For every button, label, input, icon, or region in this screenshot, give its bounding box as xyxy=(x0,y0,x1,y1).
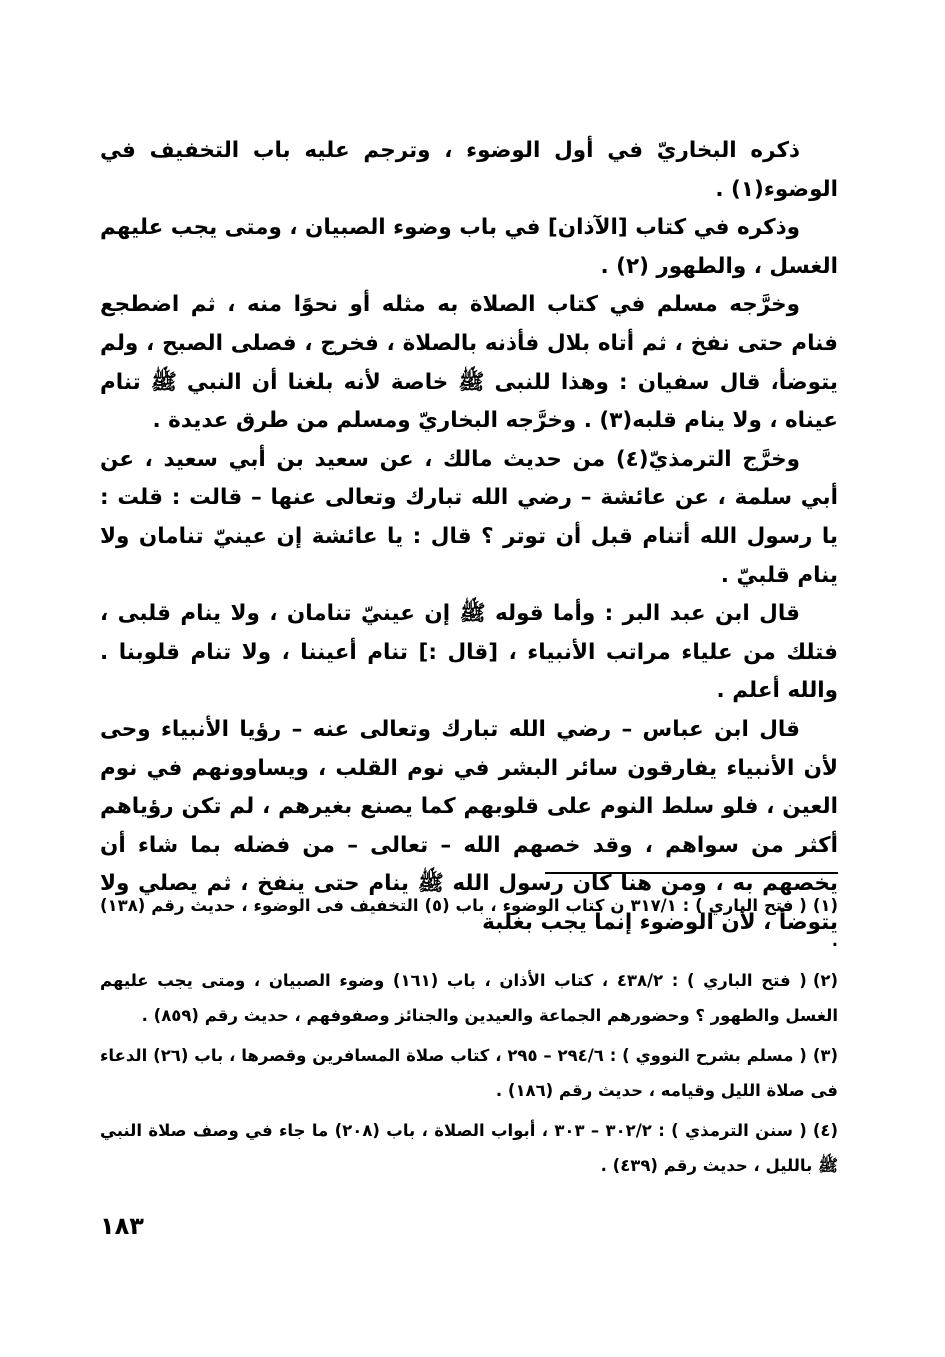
footnote-text: ( سنن الترمذي ) : ٣٠٢/٢ – ٣٠٣ ، أبواب الصلاة ، باب (٢٠٨) ما جاء في وصف صلاة النبي ﷺ بالليل ، حديث رقم (٤٣٩) . xyxy=(100,1121,838,1175)
footnote-number: (٣) xyxy=(812,1046,838,1065)
footnote-2 xyxy=(100,964,838,1033)
page-number: ١٨٣ xyxy=(100,1212,144,1240)
footnote-1 xyxy=(100,889,838,958)
main-text xyxy=(100,132,838,942)
footnote-separator xyxy=(545,872,838,874)
paragraph-1: ذكره البخاريّ في أول الوضوء ، وترجم عليه باب التخفيف في الوضوء(١) . xyxy=(100,138,838,202)
paragraph-3: وخرَّجه مسلم في كتاب الصلاة به مثله أو نحوًا منه ، ثم اضطجع فنام حتى نفخ ، ثم أتاه بلال فأذنه بالصلاة ، فخرج ، فصلى الصبح ، ولم يتوضأ، قال سفيان : وهذا للنبى ﷺ خاصة لأنه بلغنا أن النبي ﷺ تنام عيناه ، ولا ينام قلبه(٣) . وخرَّجه البخاريّ ومسلم من طرق عديدة . xyxy=(100,292,838,434)
paragraph-2: وذكره في كتاب [الآذان] في باب وضوء الصبيان ، ومتى يجب عليهم الغسل ، والطهور (٢) . xyxy=(100,215,838,279)
footnote-number: (١) xyxy=(812,896,838,915)
paragraph-6: قال ابن عباس – رضي الله تبارك وتعالى عنه – رؤيا الأنبياء وحى لأن الأنبياء يفارقون سائر البشر في نوم القلب ، ويساوونهم في نوم العين ، فلو سلط النوم على قلوبهم كما يصنع بغيرهم ، لم تكن رؤياهم أكثر من سواهم ، وقد خصهم الله – تعالى – من فضله بما شاء أن يخصهم به ، ومن هنا كان رسول الله ﷺ ينام حتى ينفخ ، ثم يصلي ولا يتوضأ ، لأن الوضوء إنما يجب بغلبة xyxy=(100,716,838,935)
footnote-number: (٢) xyxy=(812,971,838,990)
footnote-4 xyxy=(100,1114,838,1183)
paragraph-4: وخرَّج الترمذيّ(٤) من حديث مالك ، عن سعيد بن أبي سعيد ، عن أبي سلمة ، عن عائشة – رضي الله تبارك وتعالى عنها – قالت : قلت : يا رسول الله أتنام قبل أن توتر ؟ قال : يا عائشة إن عينيّ تنامان ولا ينام قلبيّ . xyxy=(100,446,838,588)
footnote-3 xyxy=(100,1039,838,1108)
paragraph-5: قال ابن عبد البر : وأما قوله ﷺ إن عينيّ تنامان ، ولا ينام قلبى ، فتلك من علياء مراتب الأنبياء ، [قال :] تنام أعيننا ، ولا تنام قلوبنا . والله أعلم . xyxy=(100,601,838,704)
footnote-text: ( مسلم بشرح النووي ) : ٢٩٤/٦ – ٢٩٥ ، كتاب صلاة المسافرين وقصرها ، باب (٢٦) الدعاء فى صلاة الليل وقيامه ، حديث رقم (١٨٦) . xyxy=(100,1046,838,1100)
footnote-text: ( فتح الباري ) : ٤٣٨/٢ ، كتاب الأذان ، باب (١٦١) وضوء الصبيان ، ومتى يجب عليهم الغسل والطهور ؟ وحضورهم الجماعة والعيدين والجنائز وصفوفهم ، حديث رقم (٨٥٩) . xyxy=(100,971,838,1025)
footnotes xyxy=(100,889,838,1189)
footnote-text: ( فتح الباري ) : ٣١٧/١ ن كتاب الوضوء ، باب (٥) التخفيف فى الوضوء ، حديث رقم (١٣٨) . xyxy=(100,896,838,950)
footnote-number: (٤) xyxy=(812,1121,838,1140)
